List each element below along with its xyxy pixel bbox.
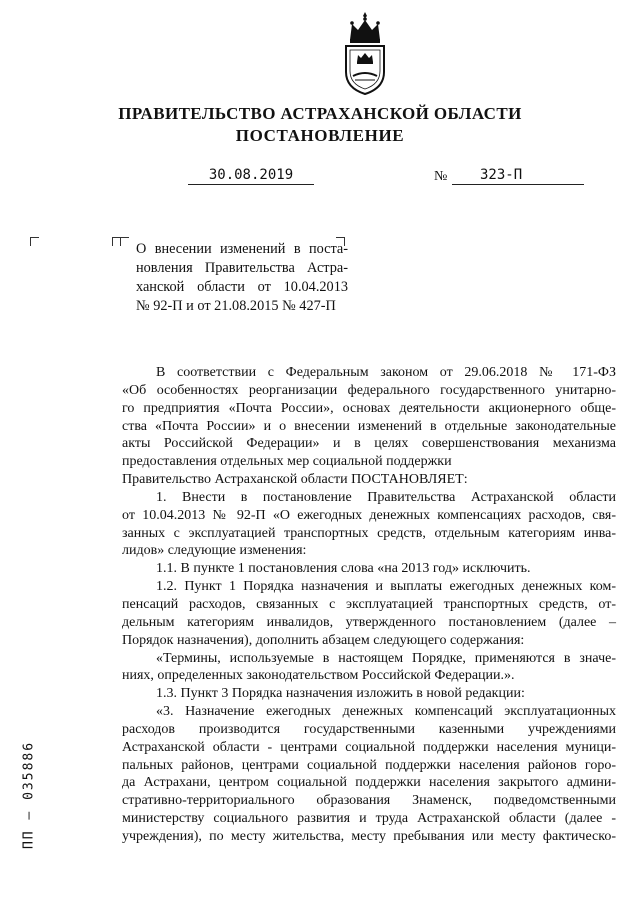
body-line: В соответствии с Федеральным законом от 29.06.2018 № 171-ФЗ (156, 365, 616, 380)
body-line: го предприятия «Почта России», основах деятельности акционерного обще- (122, 400, 616, 416)
body-line: пенсаций расходов, связанных с эксплуатацией транспортных средств, от- (122, 596, 616, 612)
body-line: лидов» следующие изменения: (122, 543, 307, 559)
document-type-title: ПОСТАНОВЛЕНИЕ (235, 126, 405, 145)
margin-corner-mark (30, 237, 39, 246)
body-line: Порядок назначения), дополнить абзацем следующего содержания: (122, 632, 525, 648)
subject-corner-mark (120, 237, 129, 246)
body-line: Астраханской области - центрами социальной поддержки населения муници- (122, 739, 616, 755)
body-line: Правительство Астраханской области ПОСТАНОВЛЯЕТ: (122, 472, 468, 488)
subject-line: ханской области от 10.04.2013 (136, 279, 348, 295)
body-line: да Астрахани, центром социальной поддержки населения закрытого админи- (122, 775, 616, 791)
organization-title: ПРАВИТЕЛЬСТВО АСТРАХАНСКОЙ ОБЛАСТИ (118, 104, 522, 123)
body-line: министерству социального развития и труда Астраханской области (далее - (122, 811, 616, 827)
body-line: занных с эксплуатацией транспортных средств, отдельным категориям инва- (122, 525, 616, 541)
body-line: «Об особенностях реорганизации федерального государственного унитарно- (122, 382, 616, 398)
body-line: «Термины, используемые в настоящем Порядке, применяются в значе- (156, 650, 616, 666)
body-line: 1. Внести в постановление Правительства Астраханской области (156, 489, 616, 505)
document-subject (136, 240, 348, 316)
body-line: ниях, определенных законодательством Российской Федерации.». (122, 668, 515, 684)
body-line: ства «Почта России» и о внесении изменений в отдельные законодательные (122, 418, 616, 434)
number-sign: № (434, 169, 448, 184)
subject-line: новления Правительства Астра- (136, 260, 348, 276)
coat-of-arms-emblem (340, 10, 390, 96)
document-body (122, 364, 616, 846)
body-line: учреждения), по месту жительства, месту пребывания или месту фактическо- (122, 828, 616, 844)
body-line: «3. Назначение ежегодных денежных компенсаций эксплуатационных (156, 704, 616, 720)
body-line: 1.2. Пункт 1 Порядка назначения и выплаты ежегодных денежных ком- (156, 579, 616, 595)
body-line: 1.3. Пункт 3 Порядка назначения изложить в новой редакции: (156, 686, 525, 702)
body-line: пальных районов, центрами социальной поддержки населения районов горо- (122, 757, 616, 773)
subject-line: № 92-П и от 21.08.2015 № 427-П (136, 298, 336, 314)
document-number: 323-П (452, 167, 584, 185)
serial-number: ПП – 035886 (21, 740, 37, 850)
body-line: акты Российской Федерации» и в целях совершенствования механизма (122, 436, 616, 452)
body-line: дельным категориям инвалидов, утвержденного постановлением (далее – (122, 614, 616, 630)
body-line: предоставления отдельных мер социальной поддержки (122, 454, 452, 470)
body-line: 1.1. В пункте 1 постановления слова «на 2013 год» исключить. (156, 561, 531, 577)
subject-line: О внесении изменений в поста- (136, 241, 348, 257)
body-line: стративно-территориального образования Знаменск, подведомственными (122, 793, 616, 809)
body-line: от 10.04.2013 № 92-П «О ежегодных денежных компенсациях расходов, свя- (122, 507, 616, 523)
document-date: 30.08.2019 (188, 167, 314, 185)
body-line: расходов производится государственными казенными учреждениями (122, 721, 616, 737)
serial-stamp (18, 730, 40, 860)
